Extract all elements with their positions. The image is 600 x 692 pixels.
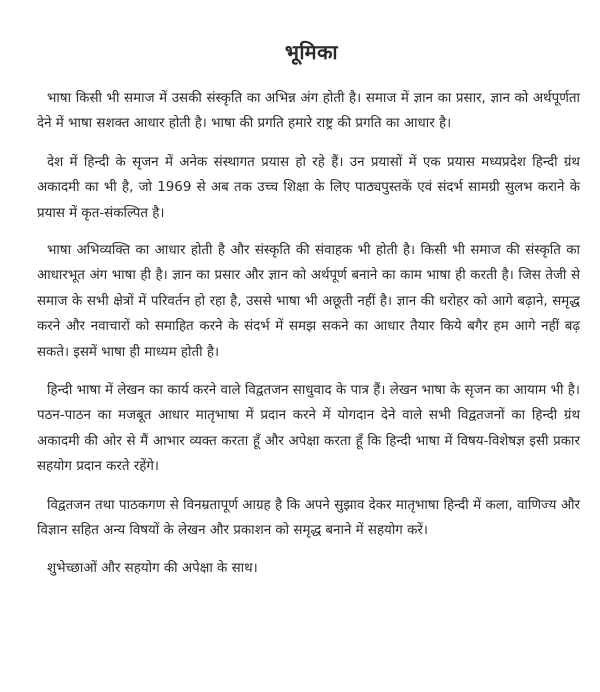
paragraph-language-importance: भाषा किसी भी समाज में उसकी संस्कृति का अभिन्न अंग होती है। समाज में ज्ञान का प्रसार, ज्ञान को अर्थपूर्णता देने में भाषा सशक्त आधार होती है। भाषा की प्रगति हमारे राष्ट्र की प्रगति का आधार है। [37,91,580,132]
paragraph-closing: शुभेच्छाओं और सहयोग की अपेक्षा के साथ। [47,560,258,576]
paragraph-request-suggestions: विद्वतजन तथा पाठकगण से विनम्रतापूर्ण आग्रह है कि अपने सुझाव देकर मातृभाषा हिन्दी में कला, वाणिज्य और विज्ञान सहित अन्य विषयों के लेखन और प्रकाशन को समृद्ध बनाने में सहयोग करें। [37,497,580,539]
paragraph-authors-thanks: हिन्दी भाषा में लेखन का कार्य करने वाले विद्वतजन साधुवाद के पात्र हैं। लेखन भाषा के सृजन का आयाम भी है। पठन-पाठन का मजबूत आधार मातृभाषा में प्रदान करने में योगदान देने वाले सभी विद्वतजनों का हिन्दी ग्रंथ अकादमी की ओर से मैं आभार व्यक्त करता हूँ और अपेक्षा करता हूँ कि हिन्दी भाषा में विषय-विशेषज्ञ इसी प्रकार सहयोग प्रदान करते रहेंगे। [37,383,580,475]
paragraph-academy-efforts: देश में हिन्दी के सृजन में अनेक संस्थागत प्रयास हो रहे हैं। उन प्रयासों में एक प्रयास मध्यप्रदेश हिन्दी ग्रंथ अकादमी का भी है, जो 1969 से अब तक उच्च शिक्षा के लिए पाठ्यपुस्तकें एवं संदर्भ सामग्री सुलभ कराने के प्रयास में कृत-संकल्पित है। [37,154,580,221]
paragraph-language-culture: भाषा अभिव्यक्ति का आधार होती है और संस्कृति की संवाहक भी होती है। किसी भी समाज की संस्कृति का आधारभूत अंग भाषा ही है। ज्ञान का प्रसार और ज्ञान को अर्थपूर्ण बनाने का काम भाषा ही करती है। जिस तेजी से समाज के सभी क्षेत्रों में परिवर्तन हो रहा है, उससे भाषा भी अछूती नहीं है। ज्ञान की धरोहर को आगे बढ़ाने, समृद्ध करने और नवाचारों को समाहित करने के संदर्भ में समझ सकने का आधार तैयार किये बगैर हम आगे नहीं बढ़ सकते। इसमें भाषा ही माध्यम होती है। [37,243,580,360]
page-title: भूमिका [284,40,339,64]
